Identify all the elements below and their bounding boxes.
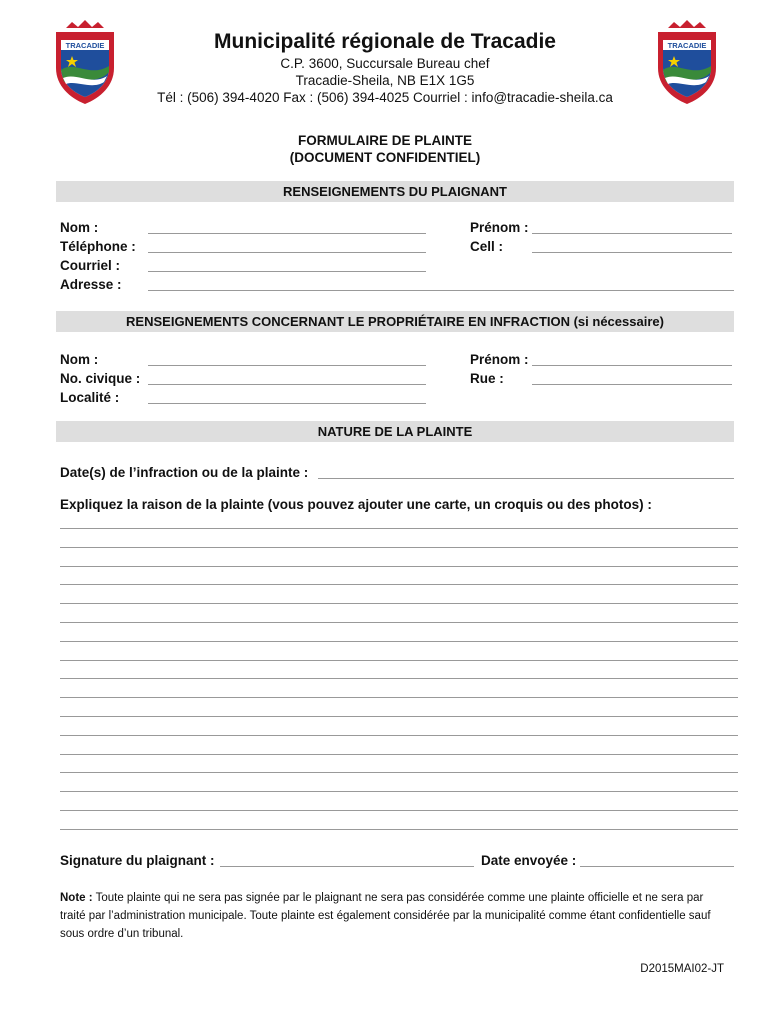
explanation-line[interactable]: [60, 547, 738, 548]
civique-label: No. civique :: [60, 371, 141, 386]
rue-label: Rue :: [470, 371, 504, 386]
nom-label: Nom :: [60, 220, 99, 235]
localite-field[interactable]: [148, 403, 426, 404]
dates-field[interactable]: [318, 478, 734, 479]
explanation-line[interactable]: [60, 660, 738, 661]
explanation-line[interactable]: [60, 584, 738, 585]
rue-field[interactable]: [532, 384, 732, 385]
nom-field[interactable]: [148, 233, 426, 234]
crest-text: TRACADIE: [667, 41, 707, 50]
signature-field[interactable]: [220, 866, 474, 867]
signature-label: Signature du plaignant :: [60, 853, 215, 868]
explanation-line[interactable]: [60, 622, 738, 623]
owner-nom-label: Nom :: [60, 352, 99, 367]
form-title: FORMULAIRE DE PLAINTE: [298, 133, 472, 148]
telephone-label: Téléphone :: [60, 239, 136, 254]
telephone-field[interactable]: [148, 252, 426, 253]
date-sent-label: Date envoyée :: [481, 853, 577, 868]
courriel-label: Courriel :: [60, 258, 121, 273]
dates-label: Date(s) de l’infraction ou de la plainte :: [60, 465, 309, 480]
explanation-line[interactable]: [60, 716, 738, 717]
cell-field[interactable]: [532, 252, 732, 253]
explanation-line[interactable]: [60, 641, 738, 642]
explanation-line[interactable]: [60, 829, 738, 830]
crest-text: TRACADIE: [65, 41, 105, 50]
note-text: Toute plainte qui ne sera pas signée par le plaignant ne sera pas considérée comme une plainte officielle et ne sera par traité par l’administration municipale. Toute plainte est également considérée par la municipalité comme étant confidentielle sauf sous ordre d’un tribunal.: [60, 892, 711, 940]
explanation-line[interactable]: [60, 697, 738, 698]
explanation-line[interactable]: [60, 791, 738, 792]
explanation-line[interactable]: [60, 772, 738, 773]
section-heading-nature: NATURE DE LA PLAINTE: [56, 421, 734, 442]
explanation-line[interactable]: [60, 603, 738, 604]
section-heading-complainant: RENSEIGNEMENTS DU PLAIGNANT: [56, 181, 734, 202]
address-line-1: C.P. 3600, Succursale Bureau chef: [280, 56, 490, 71]
contact-line: Tél : (506) 394-4020 Fax : (506) 394-4025 Courriel : info@tracadie-sheila.ca: [157, 90, 613, 105]
municipality-title: Municipalité régionale de Tracadie: [214, 30, 556, 53]
owner-prenom-label: Prénom :: [470, 352, 529, 367]
note-paragraph: [60, 889, 730, 943]
prenom-field[interactable]: [532, 233, 732, 234]
cell-label: Cell :: [470, 239, 504, 254]
document-code: D2015MAI02-JT: [640, 963, 724, 975]
explanation-line[interactable]: [60, 735, 738, 736]
owner-prenom-field[interactable]: [532, 365, 732, 366]
explanation-line[interactable]: [60, 678, 738, 679]
adresse-field[interactable]: [148, 290, 734, 291]
owner-nom-field[interactable]: [148, 365, 426, 366]
localite-label: Localité :: [60, 390, 120, 405]
form-subtitle: (DOCUMENT CONFIDENTIEL): [289, 150, 481, 165]
explanation-line[interactable]: [60, 566, 738, 567]
note-bold: Note :: [60, 892, 93, 904]
explanation-line[interactable]: [60, 810, 738, 811]
address-line-2: Tracadie-Sheila, NB E1X 1G5: [295, 73, 475, 88]
explain-label: Expliquez la raison de la plainte (vous pouvez ajouter une carte, un croquis ou des photos) :: [60, 497, 652, 512]
civique-field[interactable]: [148, 384, 426, 385]
courriel-field[interactable]: [148, 271, 426, 272]
adresse-label: Adresse :: [60, 277, 122, 292]
explanation-line[interactable]: [60, 528, 738, 529]
prenom-label: Prénom :: [470, 220, 529, 235]
explanation-line[interactable]: [60, 754, 738, 755]
section-heading-owner: RENSEIGNEMENTS CONCERNANT LE PROPRIÉTAIRE EN INFRACTION (si nécessaire): [56, 311, 734, 332]
date-sent-field[interactable]: [580, 866, 734, 867]
